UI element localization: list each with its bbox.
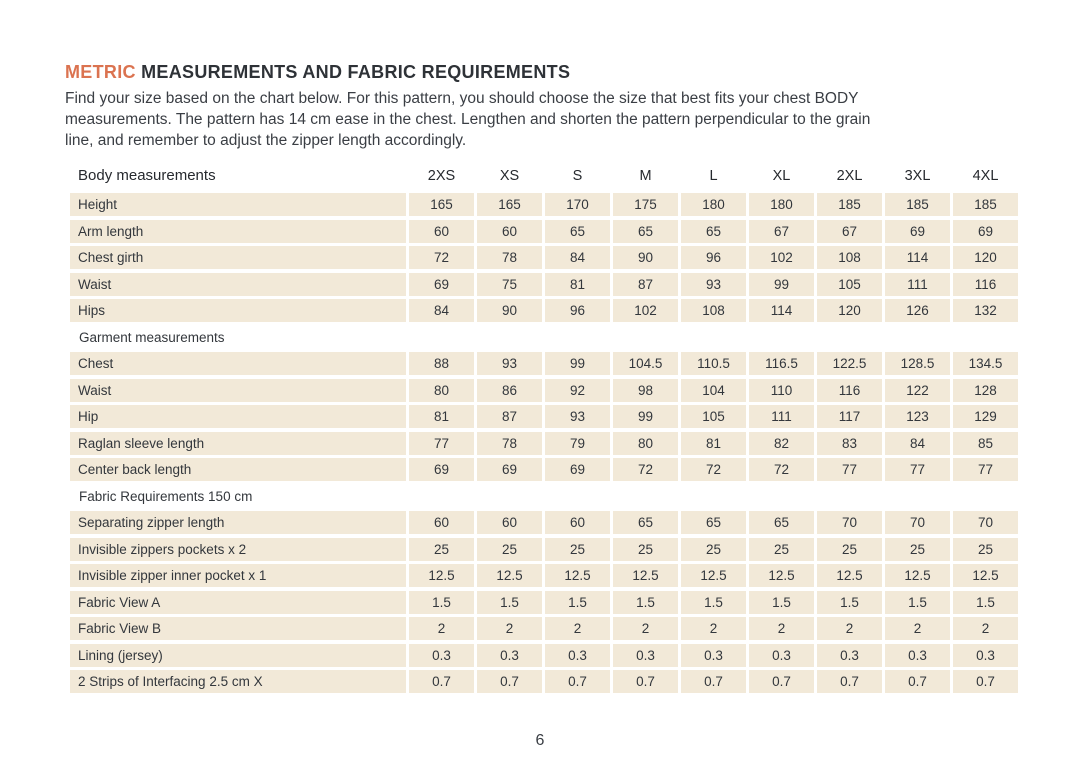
value-cell: 98: [613, 379, 678, 402]
row-label: Separating zipper length: [70, 511, 406, 534]
value-cell: 88: [409, 352, 474, 375]
value-cell: 90: [477, 299, 542, 322]
table-row: [70, 564, 1080, 587]
value-cell: 69: [885, 220, 950, 243]
value-cell: 60: [409, 511, 474, 534]
value-cell: 0.7: [409, 670, 474, 693]
value-cell: 72: [681, 458, 746, 481]
value-cell: 25: [885, 538, 950, 561]
row-label: Hips: [70, 299, 406, 322]
value-cell: 132: [953, 299, 1018, 322]
value-cell: 65: [613, 511, 678, 534]
row-label: Chest girth: [70, 246, 406, 269]
value-cell: 67: [817, 220, 882, 243]
table-row: [70, 432, 1080, 455]
table-row: [70, 405, 1080, 428]
value-cell: 65: [681, 511, 746, 534]
value-cell: 96: [681, 246, 746, 269]
row-label: Fabric View B: [70, 617, 406, 640]
value-cell: 12.5: [613, 564, 678, 587]
section-header: Garment measurements: [79, 329, 225, 345]
value-cell: 0.3: [545, 644, 610, 667]
value-cell: 12.5: [681, 564, 746, 587]
value-cell: 69: [409, 273, 474, 296]
value-cell: 87: [477, 405, 542, 428]
value-cell: 0.7: [749, 670, 814, 693]
size-column-header: 2XS: [427, 167, 456, 184]
value-cell: 60: [477, 220, 542, 243]
value-cell: 2: [885, 617, 950, 640]
value-cell: 60: [477, 511, 542, 534]
size-column-header: XL: [772, 167, 791, 184]
value-cell: 77: [885, 458, 950, 481]
value-cell: 12.5: [545, 564, 610, 587]
value-cell: 81: [409, 405, 474, 428]
table-row: [70, 538, 1080, 561]
value-cell: 116: [953, 273, 1018, 296]
value-cell: 69: [477, 458, 542, 481]
value-cell: 0.3: [953, 644, 1018, 667]
table-row: [70, 379, 1080, 402]
row-label: Hip: [70, 405, 406, 428]
value-cell: 120: [817, 299, 882, 322]
value-cell: 185: [817, 193, 882, 216]
value-cell: 84: [545, 246, 610, 269]
value-cell: 2: [409, 617, 474, 640]
table-row: [70, 246, 1080, 269]
value-cell: 126: [885, 299, 950, 322]
value-cell: 120: [953, 246, 1018, 269]
value-cell: 12.5: [749, 564, 814, 587]
value-cell: 104.5: [613, 352, 678, 375]
table-header-label: Body measurements: [78, 167, 216, 184]
value-cell: 78: [477, 432, 542, 455]
value-cell: 180: [749, 193, 814, 216]
value-cell: 87: [613, 273, 678, 296]
size-column-header: L: [709, 167, 718, 184]
value-cell: 165: [409, 193, 474, 216]
value-cell: 67: [749, 220, 814, 243]
value-cell: 104: [681, 379, 746, 402]
value-cell: 12.5: [885, 564, 950, 587]
table-row: [70, 644, 1080, 667]
value-cell: 0.7: [885, 670, 950, 693]
value-cell: 79: [545, 432, 610, 455]
table-row: [70, 273, 1080, 296]
value-cell: 25: [953, 538, 1018, 561]
value-cell: 114: [749, 299, 814, 322]
value-cell: 25: [409, 538, 474, 561]
value-cell: 93: [681, 273, 746, 296]
table-row: [70, 670, 1080, 693]
row-label: Chest: [70, 352, 406, 375]
value-cell: 70: [817, 511, 882, 534]
value-cell: 77: [817, 458, 882, 481]
value-cell: 105: [817, 273, 882, 296]
value-cell: 2: [817, 617, 882, 640]
value-cell: 128: [953, 379, 1018, 402]
value-cell: 25: [477, 538, 542, 561]
value-cell: 60: [545, 511, 610, 534]
value-cell: 12.5: [477, 564, 542, 587]
page-title-rest: MEASUREMENTS AND FABRIC REQUIREMENTS: [141, 62, 571, 82]
value-cell: 75: [477, 273, 542, 296]
value-cell: 108: [817, 246, 882, 269]
value-cell: 2: [681, 617, 746, 640]
value-cell: 123: [885, 405, 950, 428]
value-cell: 175: [613, 193, 678, 216]
value-cell: 84: [885, 432, 950, 455]
value-cell: 1.5: [681, 591, 746, 614]
value-cell: 70: [885, 511, 950, 534]
table-header-row: [70, 162, 1080, 189]
table-row: [70, 299, 1080, 322]
value-cell: 72: [613, 458, 678, 481]
row-label: Arm length: [70, 220, 406, 243]
value-cell: 111: [885, 273, 950, 296]
value-cell: 69: [545, 458, 610, 481]
value-cell: 90: [613, 246, 678, 269]
value-cell: 65: [613, 220, 678, 243]
value-cell: 0.7: [953, 670, 1018, 693]
value-cell: 0.7: [681, 670, 746, 693]
value-cell: 25: [613, 538, 678, 561]
value-cell: 2: [749, 617, 814, 640]
value-cell: 84: [409, 299, 474, 322]
value-cell: 2: [477, 617, 542, 640]
row-label: Raglan sleeve length: [70, 432, 406, 455]
value-cell: 111: [749, 405, 814, 428]
value-cell: 80: [613, 432, 678, 455]
value-cell: 1.5: [477, 591, 542, 614]
page-title: [65, 62, 1080, 83]
value-cell: 102: [749, 246, 814, 269]
value-cell: 116: [817, 379, 882, 402]
row-label: Center back length: [70, 458, 406, 481]
row-label: Waist: [70, 273, 406, 296]
value-cell: 122.5: [817, 352, 882, 375]
value-cell: 1.5: [409, 591, 474, 614]
value-cell: 25: [817, 538, 882, 561]
value-cell: 116.5: [749, 352, 814, 375]
value-cell: 25: [545, 538, 610, 561]
section-header: Fabric Requirements 150 cm: [79, 488, 253, 504]
value-cell: 1.5: [885, 591, 950, 614]
value-cell: 0.3: [681, 644, 746, 667]
value-cell: 60: [409, 220, 474, 243]
value-cell: 0.3: [817, 644, 882, 667]
value-cell: 83: [817, 432, 882, 455]
table-row: [70, 458, 1080, 481]
value-cell: 69: [409, 458, 474, 481]
size-column-header: 3XL: [904, 167, 931, 184]
value-cell: 72: [409, 246, 474, 269]
value-cell: 0.3: [749, 644, 814, 667]
value-cell: 1.5: [545, 591, 610, 614]
value-cell: 122: [885, 379, 950, 402]
value-cell: 93: [477, 352, 542, 375]
value-cell: 128.5: [885, 352, 950, 375]
page-number: 6: [535, 732, 545, 749]
value-cell: 81: [681, 432, 746, 455]
size-column-header: 2XL: [836, 167, 863, 184]
page-title-highlight: METRIC: [65, 62, 136, 82]
value-cell: 99: [545, 352, 610, 375]
value-cell: 0.7: [477, 670, 542, 693]
value-cell: 185: [885, 193, 950, 216]
value-cell: 0.7: [545, 670, 610, 693]
size-column-header: S: [572, 167, 583, 184]
value-cell: 92: [545, 379, 610, 402]
table-row: [70, 352, 1080, 375]
row-label: 2 Strips of Interfacing 2.5 cm X: [70, 670, 406, 693]
value-cell: 99: [613, 405, 678, 428]
value-cell: 180: [681, 193, 746, 216]
value-cell: 86: [477, 379, 542, 402]
value-cell: 65: [681, 220, 746, 243]
value-cell: 0.7: [817, 670, 882, 693]
value-cell: 0.3: [477, 644, 542, 667]
size-column-header: 4XL: [972, 167, 999, 184]
intro-paragraph: [65, 88, 1080, 151]
value-cell: 78: [477, 246, 542, 269]
value-cell: 2: [613, 617, 678, 640]
value-cell: 25: [749, 538, 814, 561]
value-cell: 77: [953, 458, 1018, 481]
value-cell: 72: [749, 458, 814, 481]
value-cell: 1.5: [749, 591, 814, 614]
value-cell: 77: [409, 432, 474, 455]
table-row: [70, 220, 1080, 243]
value-cell: 110.5: [681, 352, 746, 375]
value-cell: 85: [953, 432, 1018, 455]
value-cell: 114: [885, 246, 950, 269]
value-cell: 0.3: [409, 644, 474, 667]
value-cell: 96: [545, 299, 610, 322]
table-row: [70, 193, 1080, 216]
value-cell: 134.5: [953, 352, 1018, 375]
row-label: Height: [70, 193, 406, 216]
value-cell: 2: [545, 617, 610, 640]
value-cell: 70: [953, 511, 1018, 534]
value-cell: 69: [953, 220, 1018, 243]
intro-line: measurements. The pattern has 14 cm ease in the chest. Lengthen and shorten the pattern perpendicular to the grain: [65, 111, 871, 128]
value-cell: 2: [953, 617, 1018, 640]
value-cell: 1.5: [817, 591, 882, 614]
value-cell: 105: [681, 405, 746, 428]
value-cell: 65: [545, 220, 610, 243]
table-row: [70, 617, 1080, 640]
value-cell: 129: [953, 405, 1018, 428]
value-cell: 117: [817, 405, 882, 428]
row-label: Invisible zippers pockets x 2: [70, 538, 406, 561]
value-cell: 165: [477, 193, 542, 216]
value-cell: 80: [409, 379, 474, 402]
row-label: Invisible zipper inner pocket x 1: [70, 564, 406, 587]
value-cell: 110: [749, 379, 814, 402]
intro-line: Find your size based on the chart below. For this pattern, you should choose the size that best fits your chest BODY: [65, 90, 859, 107]
value-cell: 25: [681, 538, 746, 561]
value-cell: 102: [613, 299, 678, 322]
intro-line: line, and remember to adjust the zipper length accordingly.: [65, 132, 467, 149]
value-cell: 12.5: [817, 564, 882, 587]
value-cell: 99: [749, 273, 814, 296]
value-cell: 82: [749, 432, 814, 455]
size-column-header: XS: [499, 167, 520, 184]
row-label: Fabric View A: [70, 591, 406, 614]
value-cell: 65: [749, 511, 814, 534]
table-row: [70, 511, 1080, 534]
measurement-table: [70, 162, 1080, 693]
value-cell: 1.5: [613, 591, 678, 614]
row-label: Waist: [70, 379, 406, 402]
table-row: [70, 591, 1080, 614]
value-cell: 0.7: [613, 670, 678, 693]
value-cell: 12.5: [953, 564, 1018, 587]
value-cell: 12.5: [409, 564, 474, 587]
value-cell: 108: [681, 299, 746, 322]
value-cell: 81: [545, 273, 610, 296]
value-cell: 185: [953, 193, 1018, 216]
row-label: Lining (jersey): [70, 644, 406, 667]
value-cell: 0.3: [613, 644, 678, 667]
value-cell: 170: [545, 193, 610, 216]
value-cell: 1.5: [953, 591, 1018, 614]
value-cell: 93: [545, 405, 610, 428]
size-column-header: M: [639, 167, 652, 184]
value-cell: 0.3: [885, 644, 950, 667]
